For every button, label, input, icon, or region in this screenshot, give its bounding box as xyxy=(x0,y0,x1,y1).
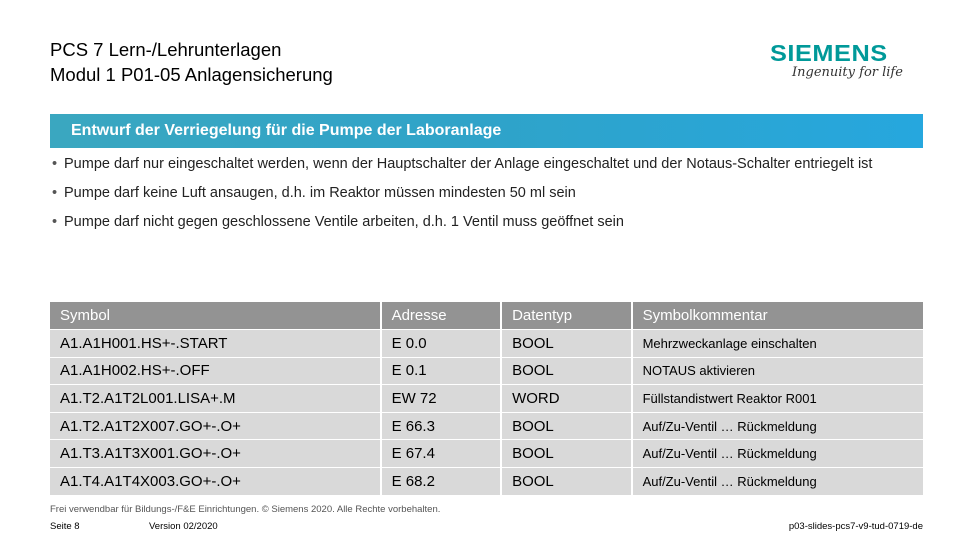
cell-datentyp: BOOL xyxy=(502,440,632,468)
table-row xyxy=(50,358,923,386)
banner-text: Entwurf der Verriegelung für die Pumpe der Laboranlage xyxy=(71,122,502,139)
cell-adresse: E 66.3 xyxy=(382,413,503,441)
symbol-table xyxy=(50,302,923,496)
cell-kommentar: Auf/Zu-Ventil … Rückmeldung xyxy=(633,468,923,496)
cell-datentyp: BOOL xyxy=(502,330,632,358)
section-banner xyxy=(50,114,923,148)
bullet-item xyxy=(52,183,912,203)
cell-symbol: A1.T2.A1T2L001.LISA+.M xyxy=(50,385,382,413)
cell-symbol: A1.A1H001.HS+-.START xyxy=(50,330,382,358)
bullet-text: Pumpe darf keine Luft ansaugen, d.h. im Reaktor müssen mindesten 50 ml sein xyxy=(64,185,576,201)
bullet-dot-icon: • xyxy=(52,214,58,230)
footer-document-id: p03-slides-pcs7-v9-tud-0719-de xyxy=(788,521,923,532)
cell-datentyp: WORD xyxy=(502,385,632,413)
bullet-text: Pumpe darf nicht gegen geschlossene Ventile arbeiten, d.h. 1 Ventil muss geöffnet sein xyxy=(64,214,624,230)
cell-kommentar: Auf/Zu-Ventil … Rückmeldung xyxy=(633,413,923,441)
cell-kommentar: Mehrzweckanlage einschalten xyxy=(633,330,923,358)
table-row xyxy=(50,385,923,413)
cell-adresse: E 0.0 xyxy=(382,330,503,358)
bullet-dot-icon: • xyxy=(52,185,58,201)
bullet-item xyxy=(52,154,912,174)
cell-kommentar: Auf/Zu-Ventil … Rückmeldung xyxy=(633,440,923,468)
bullet-list xyxy=(52,154,912,241)
siemens-logo xyxy=(770,41,910,81)
table-row xyxy=(50,468,923,496)
footer-version: Version 02/2020 xyxy=(149,521,218,532)
table-header-row xyxy=(50,302,923,330)
table-row xyxy=(50,413,923,441)
cell-symbol: A1.A1H002.HS+-.OFF xyxy=(50,358,382,386)
cell-datentyp: BOOL xyxy=(502,468,632,496)
title-line-1: PCS 7 Lern-/Lehrunterlagen xyxy=(50,39,282,60)
cell-adresse: EW 72 xyxy=(382,385,503,413)
footer-copyright-note: Frei verwendbar für Bildungs-/F&E Einrichtungen. © Siemens 2020. Alle Rechte vorbehalten. xyxy=(50,504,441,515)
cell-symbol: A1.T3.A1T3X001.GO+-.O+ xyxy=(50,440,382,468)
cell-datentyp: BOOL xyxy=(502,413,632,441)
logo-tagline: Ingenuity for life xyxy=(792,65,903,80)
header-symbol: Symbol xyxy=(50,302,382,330)
cell-adresse: E 0.1 xyxy=(382,358,503,386)
footer-page-number: Seite 8 xyxy=(50,521,80,532)
bullet-text: Pumpe darf nur eingeschaltet werden, wenn der Hauptschalter der Anlage eingeschaltet und der Notaus-Schalter entriegelt ist xyxy=(64,156,873,172)
table-row xyxy=(50,330,923,358)
title-line-2: Modul 1 P01-05 Anlagensicherung xyxy=(50,64,333,85)
bullet-item xyxy=(52,212,912,232)
header-datentyp: Datentyp xyxy=(502,302,632,330)
cell-kommentar: Füllstandistwert Reaktor R001 xyxy=(633,385,923,413)
bullet-dot-icon: • xyxy=(52,156,58,172)
table-row xyxy=(50,440,923,468)
logo-brand: SIEMENS xyxy=(770,40,888,66)
cell-adresse: E 68.2 xyxy=(382,468,503,496)
header-symbolkommentar: Symbolkommentar xyxy=(633,302,923,330)
cell-symbol: A1.T4.A1T4X003.GO+-.O+ xyxy=(50,468,382,496)
cell-adresse: E 67.4 xyxy=(382,440,503,468)
cell-kommentar: NOTAUS aktivieren xyxy=(633,358,923,386)
cell-symbol: A1.T2.A1T2X007.GO+-.O+ xyxy=(50,413,382,441)
cell-datentyp: BOOL xyxy=(502,358,632,386)
slide-title xyxy=(50,37,333,87)
header-adresse: Adresse xyxy=(382,302,503,330)
